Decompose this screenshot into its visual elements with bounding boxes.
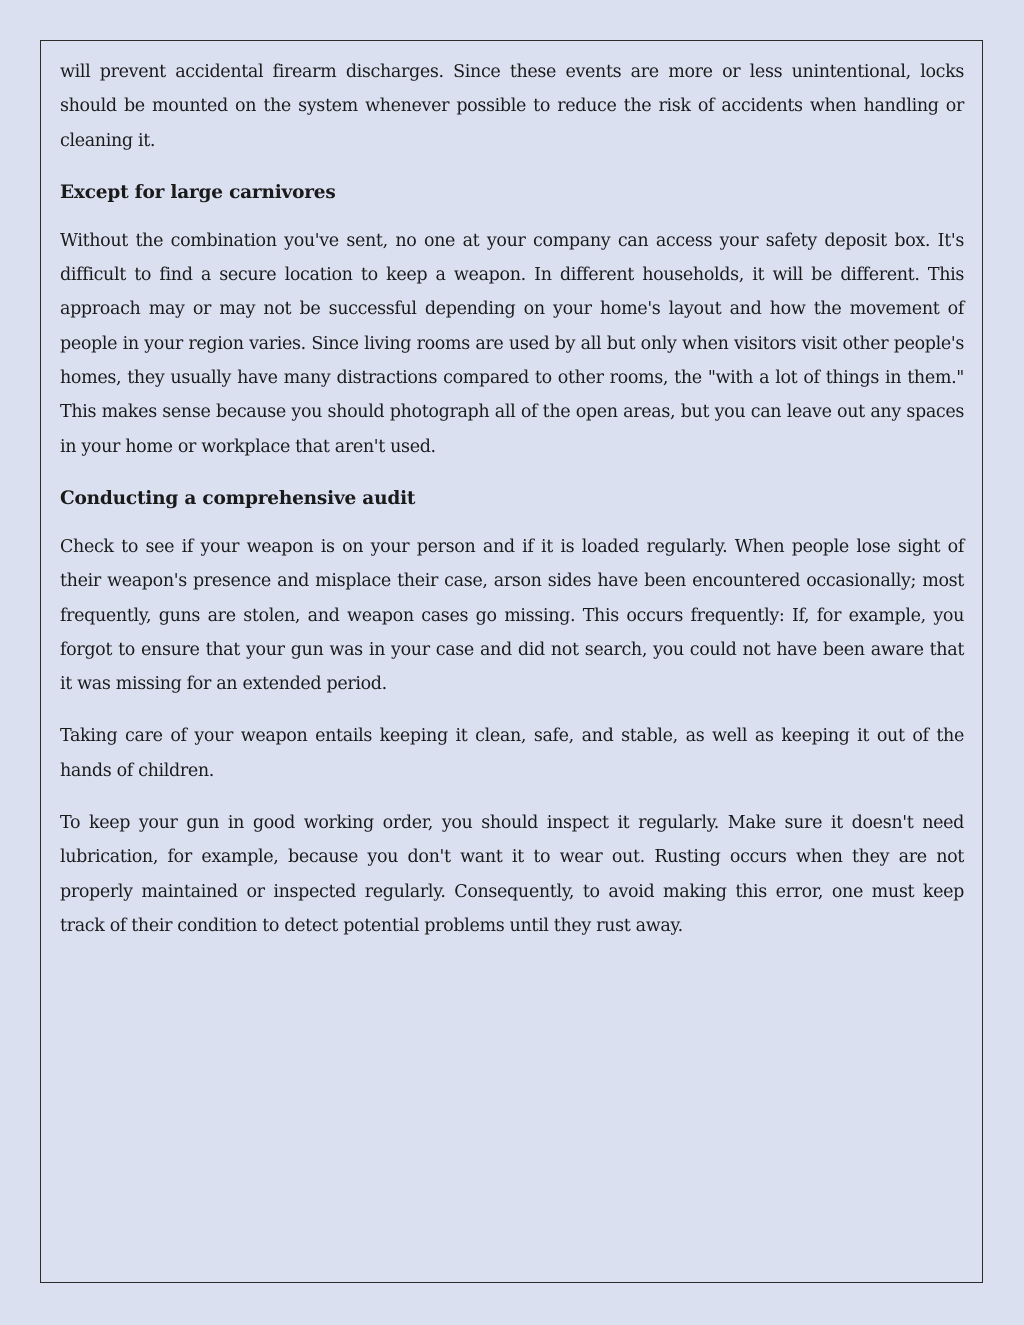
paragraph-accidental-discharge: will prevent accidental firearm discharges. Since these events are more or less unintentional, locks should be mounted on the system whenever possible to reduce the risk of accidents when handling or cleaning it. — [60, 62, 964, 151]
heading-comprehensive-audit: Conducting a comprehensive audit — [60, 487, 416, 509]
document-body — [60, 55, 964, 961]
paragraph-weapon-care: Taking care of your weapon entails keeping it clean, safe, and stable, as well as keeping it out of the hands of children. — [60, 726, 964, 781]
paragraph-safety-deposit: Without the combination you've sent, no one at your company can access your safety deposit box. It's difficult to find a secure location to keep a weapon. In different households, it will be different. This approach may or may not be successful depending on your home's layout and how the movement of people in your region varies. Since living rooms are used by all but only when visitors visit other people's homes, they usually have many distractions compared to other rooms, the "with a lot of things in them." This makes sense because you should photograph all of the open areas, but you can leave out any spaces in your home or workplace that aren't used. — [60, 230, 964, 457]
paragraph-inspection: To keep your gun in good working order, you should inspect it regularly. Make sure it doesn't need lubrication, for example, because you don't want it to wear out. Rusting occurs when they are not properly maintained or inspected regularly. Consequently, to avoid making this error, one must keep track of their condition to detect potential problems until they rust away. — [60, 813, 964, 936]
heading-large-carnivores: Except for large carnivores — [60, 181, 336, 203]
paragraph-weapon-check: Check to see if your weapon is on your person and if it is loaded regularly. When people lose sight of their weapon's presence and misplace their case, arson sides have been encountered occasionally; most frequently, guns are stolen, and weapon cases go missing. This occurs frequently: If, for example, you forgot to ensure that your gun was in your case and did not search, you could not have been aware that it was missing for an extended period. — [60, 536, 964, 695]
